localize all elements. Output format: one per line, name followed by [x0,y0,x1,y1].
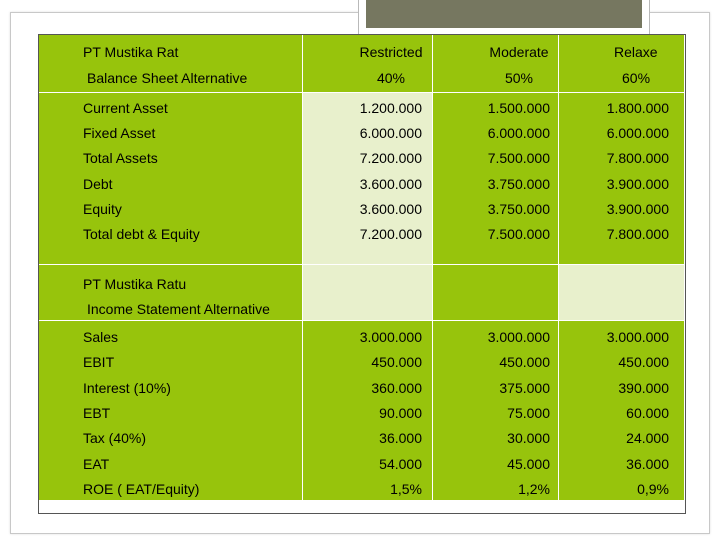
balance-subtitle: Balance Sheet Alternative [87,70,248,86]
income-row-value: 54.000 [379,455,422,472]
balance-row-value: 3.900.000 [606,200,669,217]
income-row-label: Interest (10%) [83,379,171,396]
balance-row-value: 6.000.000 [606,125,669,142]
balance-row-value: 6.000.000 [487,125,550,142]
balance-row-label: Equity [83,200,122,217]
income-row-label: EBIT [83,354,115,371]
balance-row-label: Total Assets [83,150,158,167]
balance-row-value: 7.500.000 [487,226,550,242]
balance-row-label: Current Asset [83,100,168,116]
income-row-value: 360.000 [371,379,422,396]
income-label-cell [39,321,303,501]
balance-row-value: 7.200.000 [359,150,422,167]
income-row-label: EAT [83,455,110,472]
balance-row-value: 1.800.000 [606,100,669,116]
income-row-label: Tax (40%) [83,430,147,447]
income-row-value: 450.000 [618,354,669,371]
income-subtitle: Income Statement Alternative [87,301,270,317]
income-row-value: 90.000 [379,404,422,421]
balance-row-value: 3.600.000 [359,175,422,192]
pct-relaxe: 60% [622,70,651,86]
income-row-value: 60.000 [626,404,669,421]
decorative-tab-fill [366,0,642,28]
income-company-name: PT Mustika Ratu [83,276,187,292]
balance-row-value: 7.500.000 [487,150,550,167]
income-row-value: 390.000 [618,379,669,396]
income-row-label: Sales [83,329,119,345]
balance-row-value: 1.500.000 [487,100,550,116]
income-row-value: 36.000 [379,430,422,447]
balance-row-value: 7.800.000 [606,150,669,167]
balance-row-label: Fixed Asset [83,125,156,142]
pct-restricted: 40% [376,70,406,86]
income-row-value: 75.000 [507,404,550,421]
income-row-value: 450.000 [371,354,422,371]
balance-row-value: 6.000.000 [359,125,422,142]
header-moderate: Moderate [489,44,549,60]
income-row-value: 375.000 [499,379,550,396]
balance-row-value: 1.200.000 [359,100,422,116]
income-row-value: 450.000 [499,354,550,371]
income-row-value: 3.000.000 [606,329,669,345]
income-row-value: 24.000 [626,430,669,447]
income-row-value: 36.000 [626,455,669,472]
balance-row-value: 3.750.000 [487,200,550,217]
balance-row-value: 7.800.000 [606,226,669,242]
balance-row-value: 3.900.000 [606,175,669,192]
company-name: PT Mustika Rat [83,44,179,60]
income-row-value: 30.000 [507,430,550,447]
balance-row-value: 7.200.000 [359,226,422,242]
balance-row-value: 3.600.000 [359,200,422,217]
income-row-value: 1,2% [518,480,550,497]
income-row-value: 45.000 [507,455,550,472]
income-row-label: ROE ( EAT/Equity) [83,480,200,497]
header-relaxe: Relaxe [614,44,658,60]
header-restricted: Restricted [359,44,423,60]
balance-row-label: Debt [83,175,113,192]
income-row-value: 3.000.000 [359,329,422,345]
balance-row-label: Total debt & Equity [83,226,200,242]
income-header-empty-2 [433,265,559,321]
income-row-value: 3.000.000 [487,329,550,345]
income-row-value: 0,9% [637,480,669,497]
income-row-label: EBT [83,404,111,421]
pct-moderate: 50% [504,70,534,86]
income-header-empty-1 [303,265,433,321]
income-header-empty-3 [559,265,685,321]
income-row-value: 1,5% [390,480,422,497]
balance-row-value: 3.750.000 [487,175,550,192]
